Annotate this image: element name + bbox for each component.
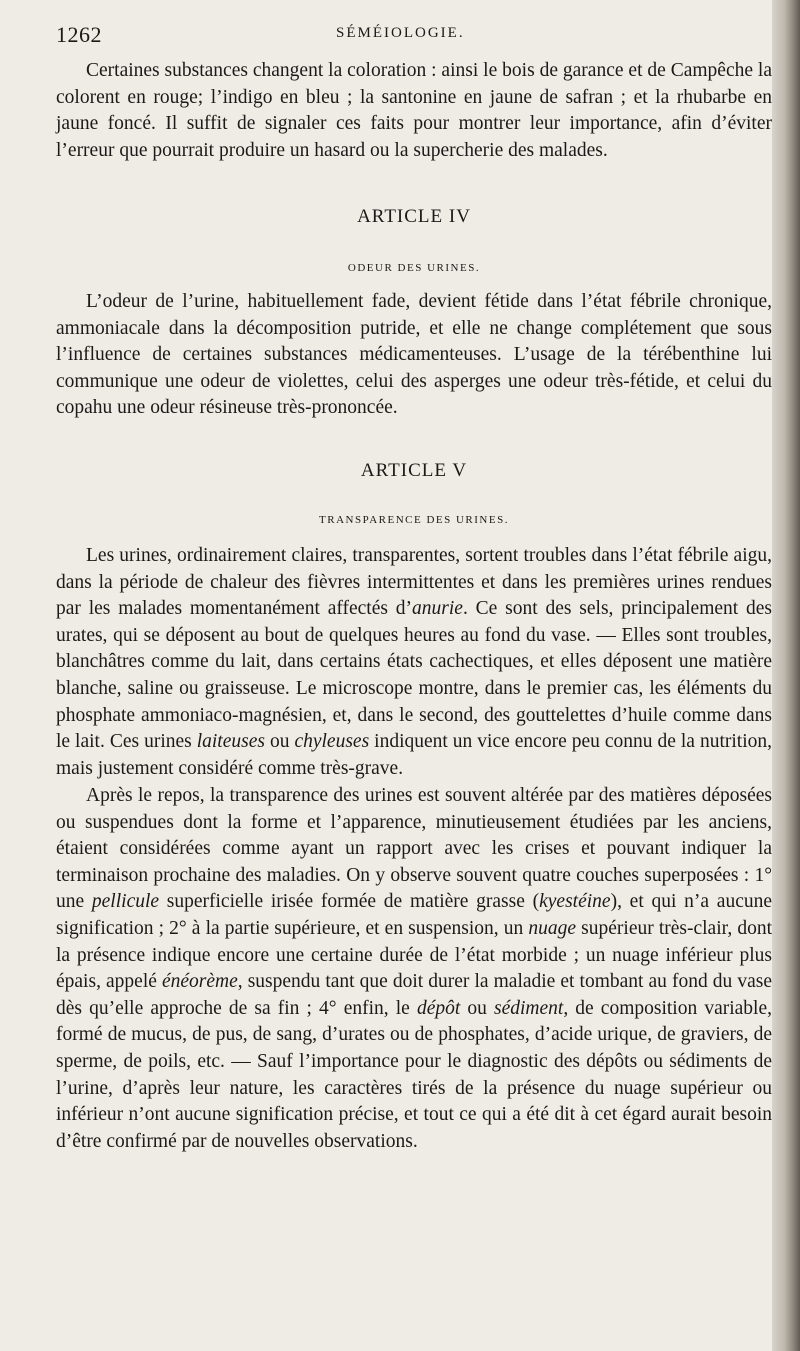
article-iv-heading: ARTICLE IV [357,206,471,227]
p2-text-b: superficielle irisée formée de matière grasse ( [159,891,540,913]
running-title: SÉMÉIOLOGIE. [336,25,465,41]
article-iv-subheading: ODEUR DES URINES. [347,262,481,274]
p1-text-c: ou [264,731,295,753]
term-pellicule: pellicule [91,891,160,913]
article-iv-paragraph: L’odeur de l’urine, habituellement fade, devient fétide dans l’état fébrile chronique, ammoniacale dans la décomposition putride, et elle ne change complétement que sous l’influence de certaines substances médicamenteuses. L’usage de la térébenthine lui communique une odeur de violettes, celui des asperges une odeur très-fétide, et celui du copahu une odeur résineuse très-prononcée. [56,291,772,419]
p2-text-c: ), et qui n’a aucune signification ; 2° à la partie supérieure, et en suspension, un [56,891,773,939]
term-laiteuses: laiteuses [196,731,265,753]
intro-paragraph: Certaines substances changent la coloration : ainsi le bois de garance et de Campêche la colorent en rouge; l’indigo en bleu ; la santonine en jaune de safran ; et la rhubarbe en jaune foncé. Il suffit de signaler ces faits pour montrer leur importance, afin d’éviter l’erreur que pourrait produire un hasard ou la supercherie des malades. [56,60,772,161]
term-chyleuses: chyleuses [294,731,370,753]
term-sediment: sédiment [493,997,564,1019]
page-edge-shadow [772,0,800,1351]
article-v-paragraph-2 [56,783,772,1155]
article-v-subheading: TRANSPARENCE DES URINES. [319,514,509,526]
p2-text-f: ou [460,997,494,1019]
page-number: 1262 [56,22,102,47]
term-kyesteine: kyestéine [539,891,611,913]
running-head [56,22,756,48]
term-eneoreme: énéorème [161,971,238,993]
article-v-heading: ARTICLE V [360,460,468,481]
p1-text-a: Les urines, ordinairement claires, transparentes, sortent troubles dans l’état fébrile aigu, dans la période de chaleur des fièvres intermittentes et dans les premières urines rendues par les malades momentanément affectés d’ [56,545,772,620]
term-nuage: nuage [528,917,577,939]
p1-text-b: . Ce sont des sels, principalement des urates, qui se déposent au bout de quelques heures au fond du vase. — Elles sont troubles, blanchâtres comme du lait, dans certains états cachectiques, et elles déposent une matière blanche, saline ou graisseuse. Le microscope montre, dans le premier cas, les éléments du phosphate ammoniaco-magnésien, et, dans le second, des gouttelettes d’huile comme dans le lait. Ces urines [56,598,772,753]
term-anurie: anurie [412,598,463,620]
p2-text-e: , suspendu tant que doit durer la maladie et tombant au fond du vase dès qu’elle approche de sa fin ; 4° enfin, le [56,971,773,1019]
p2-text-a: Après le repos, la transparence des urines est souvent altérée par des matières déposées ou suspendues dont la forme et l’apparence, minutieusement étudiées par les anciens, étaient considérées comme ayant un rapport avec les crises et pouvant indiquer la terminaison prochaine des maladies. On y observe souvent quatre couches superposées : 1° une [56,785,772,913]
term-depot: dépôt [416,997,461,1019]
p1-text-d: indiquent un vice encore peu connu de la nutrition, mais justement considéré comme très-grave. [56,731,772,779]
p2-text-g: , de composition variable, formé de mucus, de pus, de sang, d’urates ou de phosphates, d’acide urique, de graviers, de sperme, de poils, etc. — Sauf l’importance pour le diagnostic des dépôts ou sédiments de l’urine, d’après leur nature, les caractères tirés de la présence du nuage supérieur ou inférieur n’ont aucune signification précise, et tout ce qui a été dit à cet égard aurait besoin d’être confirmé par de nouvelles observations. [56,997,772,1152]
p2-text-d: supérieur très-clair, dont la présence indique encore une certaine durée de l’état morbide ; un nuage inférieur plus épais, appelé [56,917,773,993]
article-v-paragraph-1 [56,543,772,782]
